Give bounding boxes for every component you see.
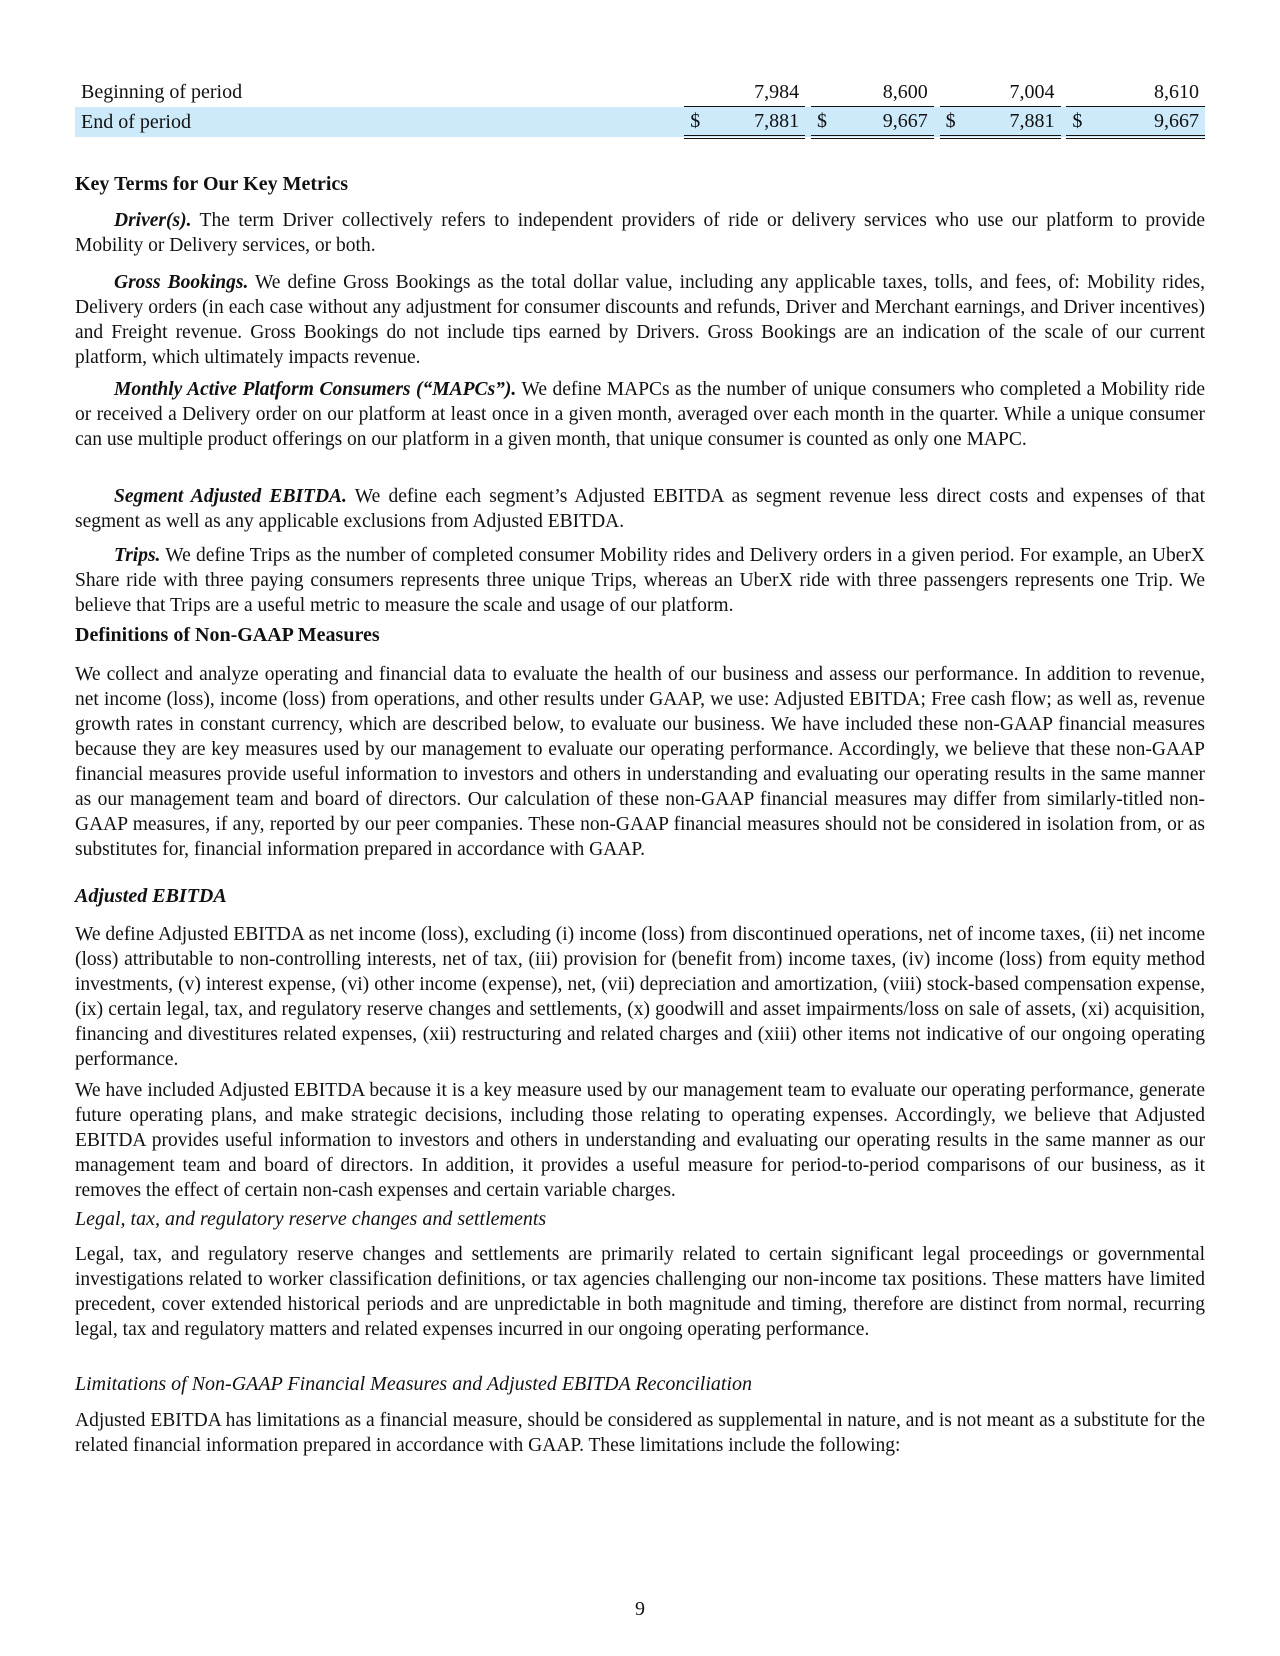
legal-reserve-paragraph: Legal, tax, and regulatory reserve changes and settlements are primarily related to certain significant legal proceedings or governmental investigations related to worker classification definitions, or tax agencies challenging our non-income tax positions. These matters have limited precedent, cover extended historical periods and are unpredictable in both magnitude and timing, therefore are distinct from normal, recurring legal, tax and regulatory matters and related expenses incurred in our ongoing operating performance. — [75, 1244, 1205, 1340]
key-term-label: Segment Adjusted EBITDA. — [114, 486, 347, 507]
currency-symbol: $ — [811, 107, 841, 138]
table-cell: 9,667 — [1096, 107, 1205, 138]
adjusted-ebitda-rationale-paragraph: We have included Adjusted EBITDA because it is a key measure used by our management team to evaluate our operating performance, generate future operating plans, and make strategic decisions, including those relating to operating expenses. Accordingly, we believe that Adjusted EBITDA provides useful information to investors and others in understanding and evaluating our operating results in the same manner as our management team and board of directors. In addition, it provides a useful measure for period-to-period comparisons of our business, as it removes the effect of certain non-cash expenses and certain variable charges. — [75, 1080, 1205, 1201]
key-term-text: We define Trips as the number of completed consumer Mobility rides and Delivery orders in a given period. For example, an UberX Share ride with three paying consumers represents three unique Trips, whereas an UberX ride with three passengers represents one Trip. We believe that Trips are a useful metric to measure the scale and usage of our platform. — [75, 545, 1205, 616]
table-cell: 7,881 — [969, 107, 1060, 138]
table-row-highlighted — [75, 107, 1205, 138]
key-term-text: We define each segment’s Adjusted EBITDA as segment revenue less direct costs and expenses of that segment as well as any applicable exclusions from Adjusted EBITDA. — [75, 486, 1205, 532]
key-term-text: We define Gross Bookings as the total dollar value, including any applicable taxes, tolls, and fees, of: Mobility rides, Delivery orders (in each case without any adjustment for consumer discounts and refunds, Driver and Merchant earnings, and Driver incentives) and Freight revenue. Gross Bookings do not include tips earned by Drivers. Gross Bookings are an indication of the scale of our current platform, which ultimately impacts revenue. — [75, 272, 1205, 368]
key-term-paragraph — [75, 377, 1205, 452]
currency-symbol: $ — [1066, 107, 1096, 138]
limitations-heading: Limitations of Non-GAAP Financial Measures and Adjusted EBITDA Reconciliation — [75, 1373, 752, 1395]
table-cell: 7,984 — [714, 78, 805, 107]
table-cell: 7,881 — [714, 107, 805, 138]
currency-symbol — [684, 78, 714, 107]
table-row — [75, 78, 1205, 107]
table-cell: 8,610 — [1096, 78, 1205, 107]
row-label: Beginning of period — [81, 81, 243, 104]
adjusted-ebitda-heading: Adjusted EBITDA — [75, 885, 227, 907]
legal-reserve-heading: Legal, tax, and regulatory reserve changes and settlements — [75, 1208, 547, 1230]
currency-symbol — [940, 78, 970, 107]
key-term-paragraph — [75, 270, 1205, 370]
table-cell: 9,667 — [841, 107, 934, 138]
key-terms-heading: Key Terms for Our Key Metrics — [75, 173, 349, 195]
cash-balance-table — [75, 78, 1205, 139]
limitations-paragraph: Adjusted EBITDA has limitations as a financial measure, should be considered as supplemental in nature, and is not meant as a substitute for the related financial information prepared in accordance with GAAP. These limitations include the following: — [75, 1410, 1205, 1456]
currency-symbol: $ — [940, 107, 970, 138]
key-term-text: We define MAPCs as the number of unique consumers who completed a Mobility ride or received a Delivery order on our platform at least once in a given month, averaged over each month in the quarter. While a unique consumer can use multiple product offerings on our platform in a given month, that unique consumer is counted as only one MAPC. — [75, 379, 1205, 450]
page-number: 9 — [635, 1598, 645, 1620]
key-term-label: Gross Bookings. — [114, 272, 249, 293]
non-gaap-paragraph: We collect and analyze operating and financial data to evaluate the health of our business and assess our performance. In addition to revenue, net income (loss), income (loss) from operations, and other results under GAAP, we use: Adjusted EBITDA; Free cash flow; as well as, revenue growth rates in constant currency, which are described below, to evaluate our business. We have included these non-GAAP financial measures because they are key measures used by our management to evaluate our operating performance. Accordingly, we believe that these non-GAAP financial measures provide useful information to investors and others in understanding and evaluating our operating results in the same manner as our management team and board of directors. Our calculation of these non-GAAP financial measures may differ from similarly-titled non-GAAP measures, if any, reported by our peer companies. These non-GAAP financial measures should not be considered in isolation from, or as substitutes for, financial information prepared in accordance with GAAP. — [75, 664, 1205, 860]
key-term-label: Trips. — [114, 545, 161, 566]
key-term-paragraph — [75, 543, 1205, 618]
key-term-paragraph — [75, 208, 1205, 258]
row-label: End of period — [81, 110, 191, 133]
currency-symbol: $ — [684, 107, 714, 138]
key-term-paragraph — [75, 484, 1205, 534]
currency-symbol — [811, 78, 841, 107]
adjusted-ebitda-paragraph: We define Adjusted EBITDA as net income (loss), excluding (i) income (loss) from discontinued operations, net of income taxes, (ii) net income (loss) attributable to non-controlling interests, net of tax, (iii) provision for (benefit from) income taxes, (iv) income (loss) from equity method investments, (v) interest expense, (vi) other income (expense), net, (vii) depreciation and amortization, (viii) stock-based compensation expense, (ix) certain legal, tax, and regulatory reserve changes and settlements, (x) goodwill and asset impairments/loss on sale of assets, (xi) acquisition, financing and divestitures related expenses, (xii) restructuring and related charges and (xiii) other items not indicative of our ongoing operating performance. — [75, 924, 1205, 1070]
table-cell: 7,004 — [969, 78, 1060, 107]
non-gaap-heading: Definitions of Non-GAAP Measures — [75, 624, 380, 646]
key-term-label: Driver(s). — [114, 210, 192, 231]
table-cell: 8,600 — [841, 78, 934, 107]
key-term-label: Monthly Active Platform Consumers (“MAPCs”). — [114, 379, 517, 400]
currency-symbol — [1066, 78, 1096, 107]
key-term-text: The term Driver collectively refers to independent providers of ride or delivery services who use our platform to provide Mobility or Delivery services, or both. — [75, 210, 1205, 256]
